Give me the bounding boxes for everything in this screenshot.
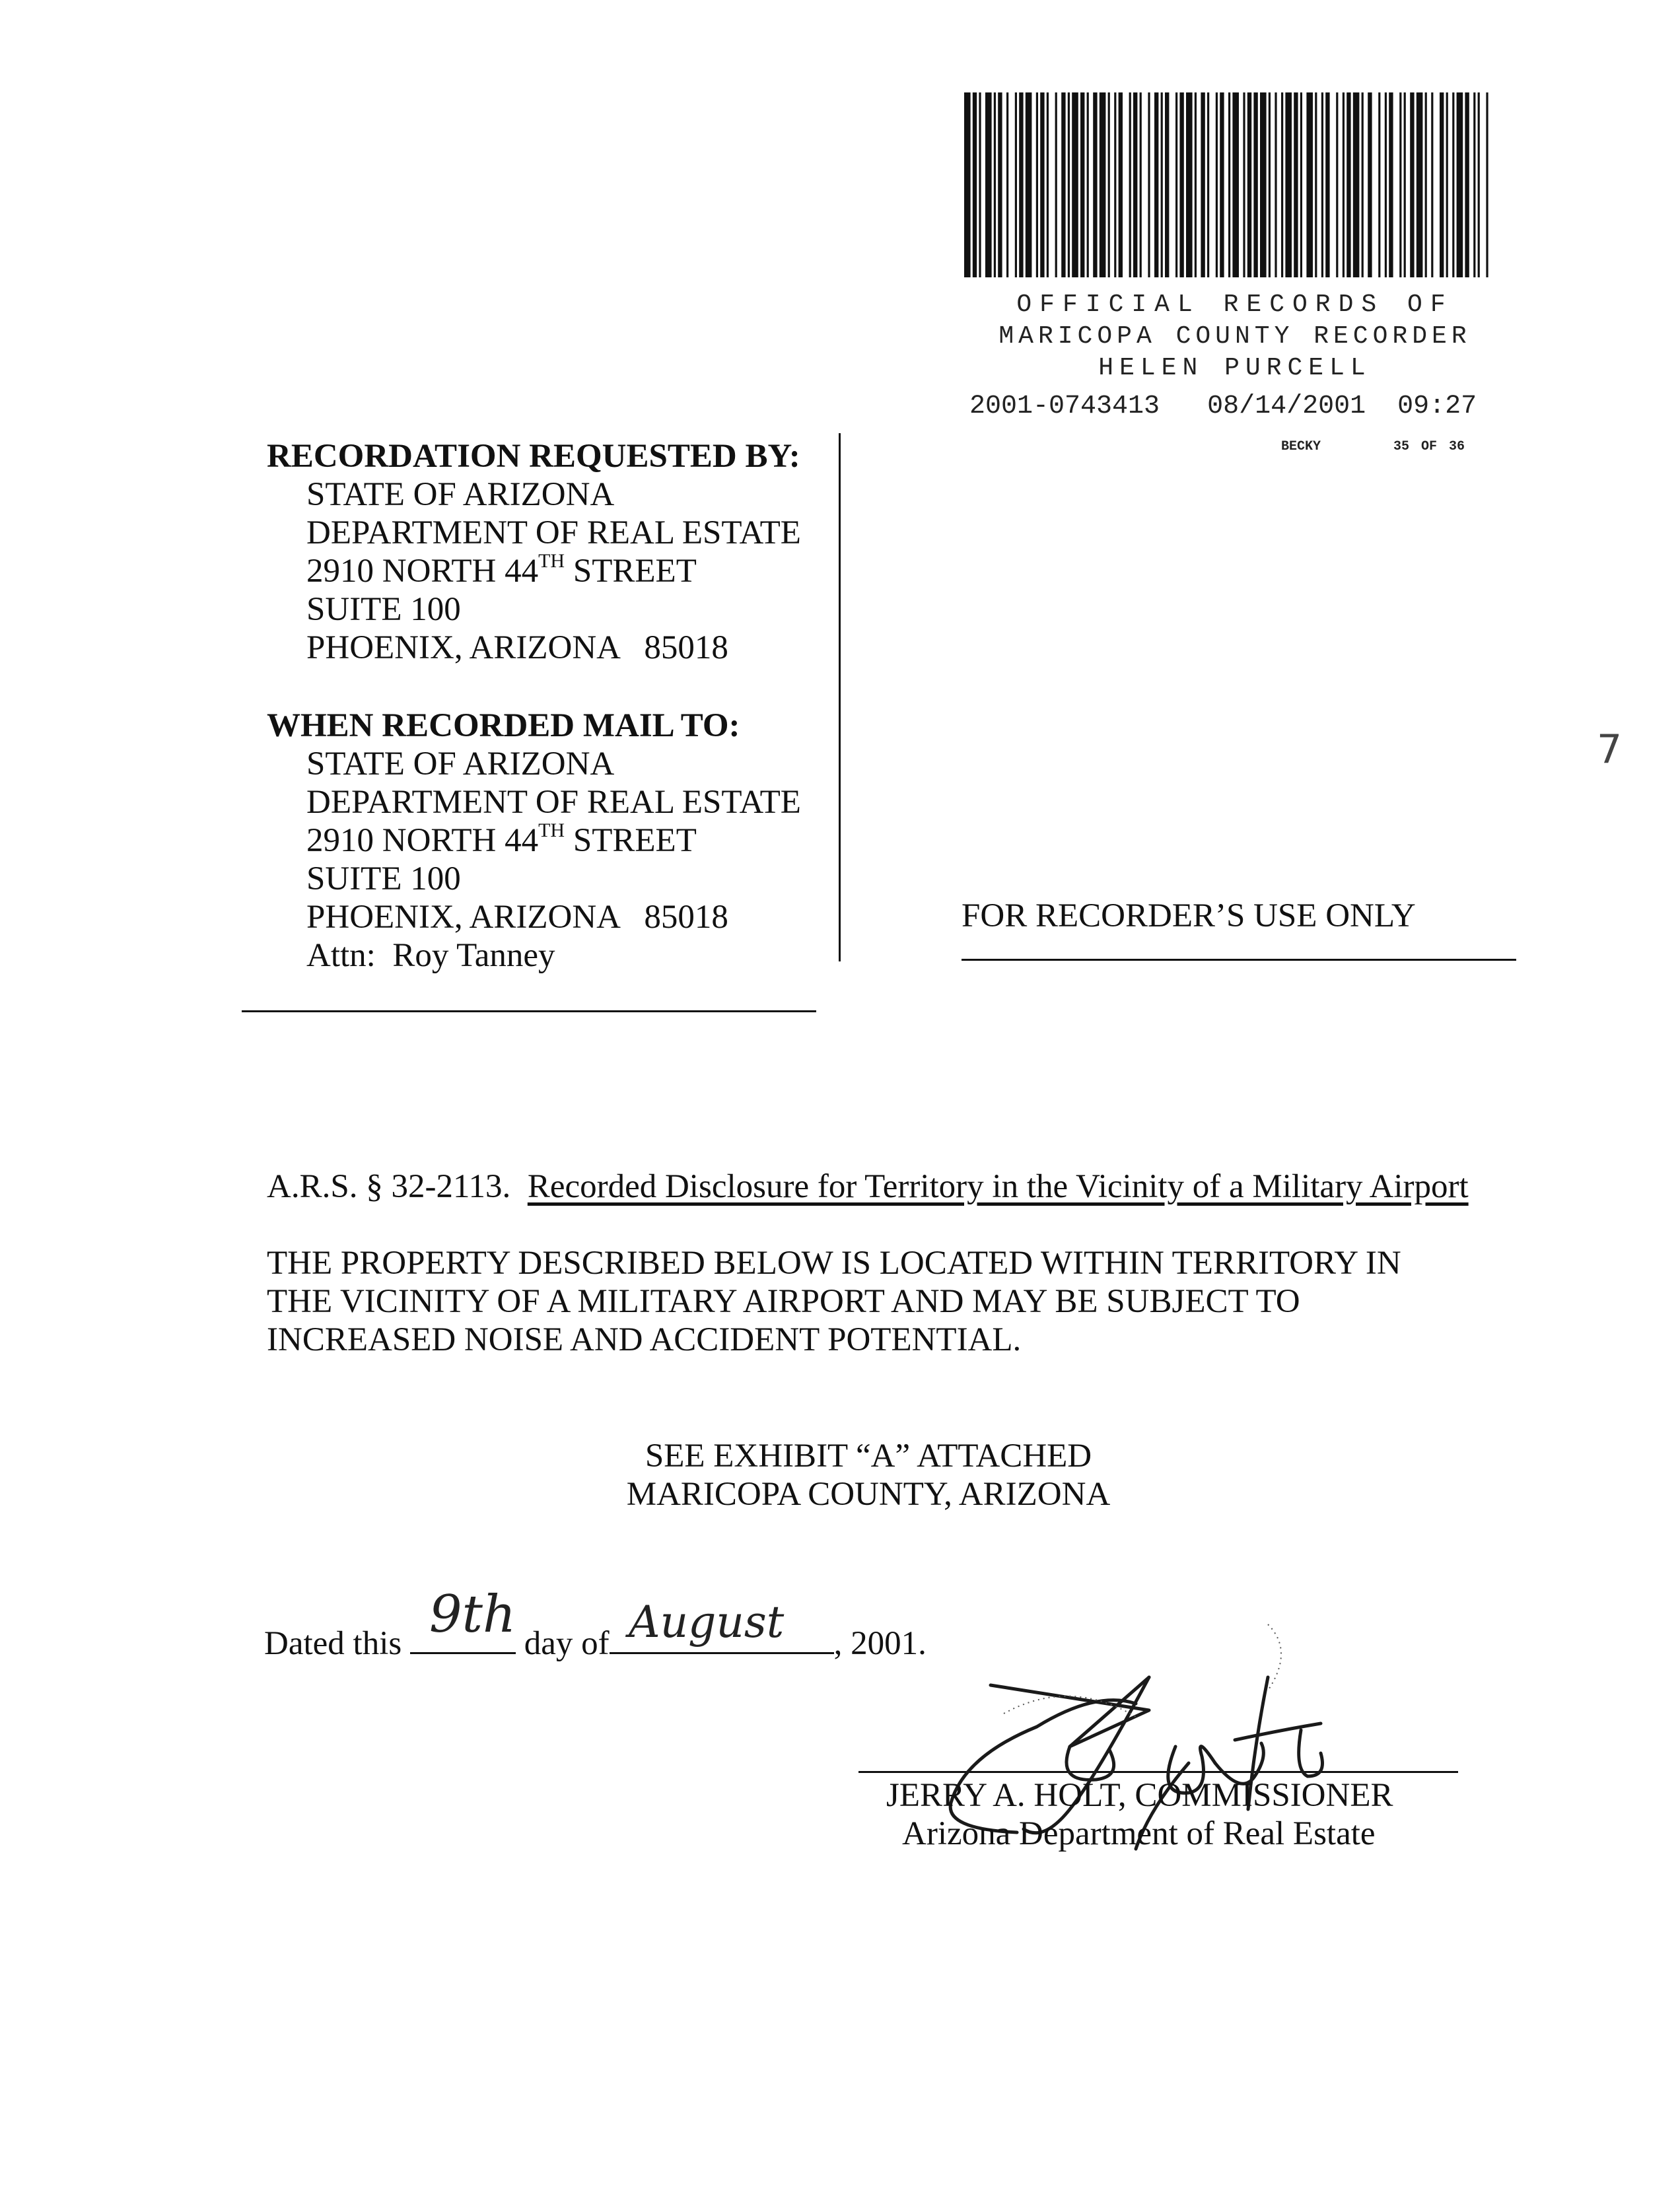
recorder-stamp <box>977 289 1492 384</box>
barcode-bar <box>1140 92 1142 277</box>
barcode-bar <box>1154 92 1158 277</box>
barcode-bar <box>1161 92 1163 277</box>
barcode-bar <box>1040 92 1044 277</box>
barcode-bar <box>985 92 992 277</box>
barcode-bar <box>1015 92 1017 277</box>
mail-to-line-2: DEPARTMENT OF REAL ESTATE <box>306 784 801 821</box>
barcode-bar <box>1133 92 1137 277</box>
barcode-bar <box>1093 92 1097 277</box>
barcode-bar <box>1325 92 1329 277</box>
signatory-block <box>886 1776 1393 1853</box>
barcode-bar <box>979 92 981 277</box>
recordation-line-2: DEPARTMENT OF REAL ESTATE <box>306 514 801 551</box>
barcode-bar <box>1269 92 1271 277</box>
barcode-bar <box>1315 92 1317 277</box>
barcode-bar <box>998 92 1002 277</box>
barcode-bar <box>1343 92 1345 277</box>
barcode-bar <box>1410 92 1414 277</box>
barcode-bar <box>1175 92 1177 277</box>
barcode-bar <box>1281 92 1283 277</box>
barcode-bar <box>1006 92 1008 277</box>
barcode-bar <box>1440 92 1444 277</box>
barcode-bar <box>1378 92 1380 277</box>
barcode-bar <box>1061 92 1065 277</box>
signatory-org: Arizona Department of Real Estate <box>902 1815 1376 1852</box>
exhibit-line-1: SEE EXHIBIT “A” ATTACHED <box>645 1438 1092 1475</box>
barcode-bar <box>1243 92 1245 277</box>
recordation-city: PHOENIX, ARIZONA 85018 <box>306 629 728 666</box>
barcode-bar <box>1300 92 1302 277</box>
exhibit-line-2: MARICOPA COUNTY, ARIZONA <box>626 1476 1111 1513</box>
barcode-bar <box>1114 92 1116 277</box>
mail-to-heading: WHEN RECORDED MAIL TO: <box>267 707 740 744</box>
mail-to-city: PHOENIX, ARIZONA 85018 <box>306 899 728 936</box>
barcode-bar <box>1404 92 1406 277</box>
barcode-bar <box>1148 92 1150 277</box>
barcode-bar <box>1321 92 1323 277</box>
barcode <box>964 92 1499 284</box>
dated-prefix: Dated this <box>264 1625 402 1662</box>
barcode-bar <box>1080 92 1084 277</box>
barcode-bar <box>1486 92 1488 277</box>
disclosure-line-1: THE PROPERTY DESCRIBED BELOW IS LOCATED WITHIN TERRITORY IN <box>267 1245 1401 1282</box>
mail-to-street: 2910 NORTH 44TH STREET <box>306 819 697 859</box>
barcode-bar <box>1047 92 1049 277</box>
vertical-divider <box>839 433 841 961</box>
recordation-requested-block <box>267 437 801 667</box>
statute-citation: A.R.S. § 32-2113. <box>267 1168 511 1205</box>
barcode-bar <box>1232 92 1239 277</box>
recorder-use-label: FOR RECORDER’S USE ONLY <box>962 897 1416 934</box>
margin-mark: 7 <box>1597 726 1623 773</box>
barcode-bar <box>1306 92 1313 277</box>
recordation-street: 2910 NORTH 44TH STREET <box>306 550 697 590</box>
barcode-bar <box>1165 92 1169 277</box>
recording-date: 08/14/2001 <box>1207 392 1366 421</box>
barcode-bar <box>1417 92 1423 277</box>
disclosure-line-2: THE VICINITY OF A MILITARY AIRPORT AND MAY BE SUBJECT TO <box>267 1283 1300 1320</box>
barcode-bar <box>1425 92 1427 277</box>
dated-mid: day of <box>524 1625 610 1662</box>
barcode-bar <box>1465 92 1469 277</box>
barcode-bar <box>1036 92 1038 277</box>
mail-to-line-1: STATE OF ARIZONA <box>306 746 615 782</box>
disclosure-text <box>267 1244 1401 1359</box>
document-number: 2001-0743413 <box>969 392 1160 421</box>
recordation-suite: SUITE 100 <box>306 591 461 628</box>
barcode-bar <box>1100 92 1106 277</box>
barcode-bar <box>1260 92 1267 277</box>
clerk-name: BECKY <box>1281 439 1321 454</box>
barcode-bar <box>1186 92 1193 277</box>
barcode-bar <box>1368 92 1372 277</box>
barcode-bar <box>1389 92 1393 277</box>
barcode-bar <box>1294 92 1298 277</box>
barcode-bar <box>1353 92 1360 277</box>
stamp-line-3: HELEN PURCELL <box>1098 354 1372 382</box>
barcode-bar <box>1399 92 1401 277</box>
barcode-bar <box>1055 92 1057 277</box>
barcode-bar <box>1285 92 1292 277</box>
barcode-bar <box>1336 92 1338 277</box>
stamp-line-2: MARICOPA COUNTY RECORDER <box>998 322 1471 351</box>
statute-line <box>267 1167 1469 1206</box>
barcode-bar <box>1247 92 1251 277</box>
barcode-bar <box>994 92 996 277</box>
barcode-bar <box>1108 92 1110 277</box>
handwritten-month: August <box>629 1597 785 1648</box>
barcode-bar <box>1473 92 1475 277</box>
barcode-bar <box>1385 92 1387 277</box>
stamp-line-1: OFFICIAL RECORDS OF <box>1016 291 1453 319</box>
barcode-bar <box>1228 92 1230 277</box>
recorder-use-rule <box>962 959 1516 961</box>
barcode-bar <box>1019 92 1023 277</box>
barcode-bar <box>1087 92 1089 277</box>
barcode-bar <box>1431 92 1433 277</box>
barcode-bar <box>1220 92 1224 277</box>
barcode-bar <box>1129 92 1131 277</box>
barcode-bar <box>1478 92 1480 277</box>
barcode-bar <box>1179 92 1183 277</box>
dated-suffix: , 2001. <box>833 1625 927 1662</box>
barcode-bar <box>973 92 977 277</box>
signatory-name: JERRY A. HOLT, COMMISSIONER <box>886 1777 1393 1814</box>
recording-info <box>969 391 1498 423</box>
mail-to-block <box>267 707 801 975</box>
recordation-line-1: STATE OF ARIZONA <box>306 476 615 513</box>
barcode-bar <box>1347 92 1350 277</box>
barcode-bar <box>1275 92 1277 277</box>
statute-title: Recorded Disclosure for Territory in the Vicinity of a Military Airport <box>527 1168 1469 1205</box>
barcode-bar <box>1201 92 1205 277</box>
recording-time: 09:27 <box>1397 392 1477 421</box>
mail-to-attn: Attn: Roy Tanney <box>306 937 555 974</box>
barcode-bar <box>1068 92 1070 277</box>
barcode-bar <box>1452 92 1454 277</box>
mail-to-suite: SUITE 100 <box>306 860 461 897</box>
barcode-bar <box>1207 92 1209 277</box>
barcode-bar <box>1446 92 1448 277</box>
barcode-bar <box>1026 92 1032 277</box>
barcode-bar <box>1119 92 1123 277</box>
barcode-bar <box>1216 92 1218 277</box>
page-count: 35 OF 36 <box>1393 439 1465 454</box>
barcode-bar <box>1457 92 1463 277</box>
barcode-bar <box>1195 92 1197 277</box>
barcode-bar <box>1072 92 1078 277</box>
exhibit-block <box>594 1437 1142 1513</box>
barcode-bar <box>1253 92 1257 277</box>
recordation-heading: RECORDATION REQUESTED BY: <box>267 438 800 475</box>
disclosure-line-3: INCREASED NOISE AND ACCIDENT POTENTIAL. <box>267 1321 1022 1358</box>
barcode-bar <box>964 92 971 277</box>
handwritten-day: 9th <box>429 1585 516 1644</box>
barcode-bar <box>1362 92 1364 277</box>
left-bottom-rule <box>242 1010 816 1012</box>
